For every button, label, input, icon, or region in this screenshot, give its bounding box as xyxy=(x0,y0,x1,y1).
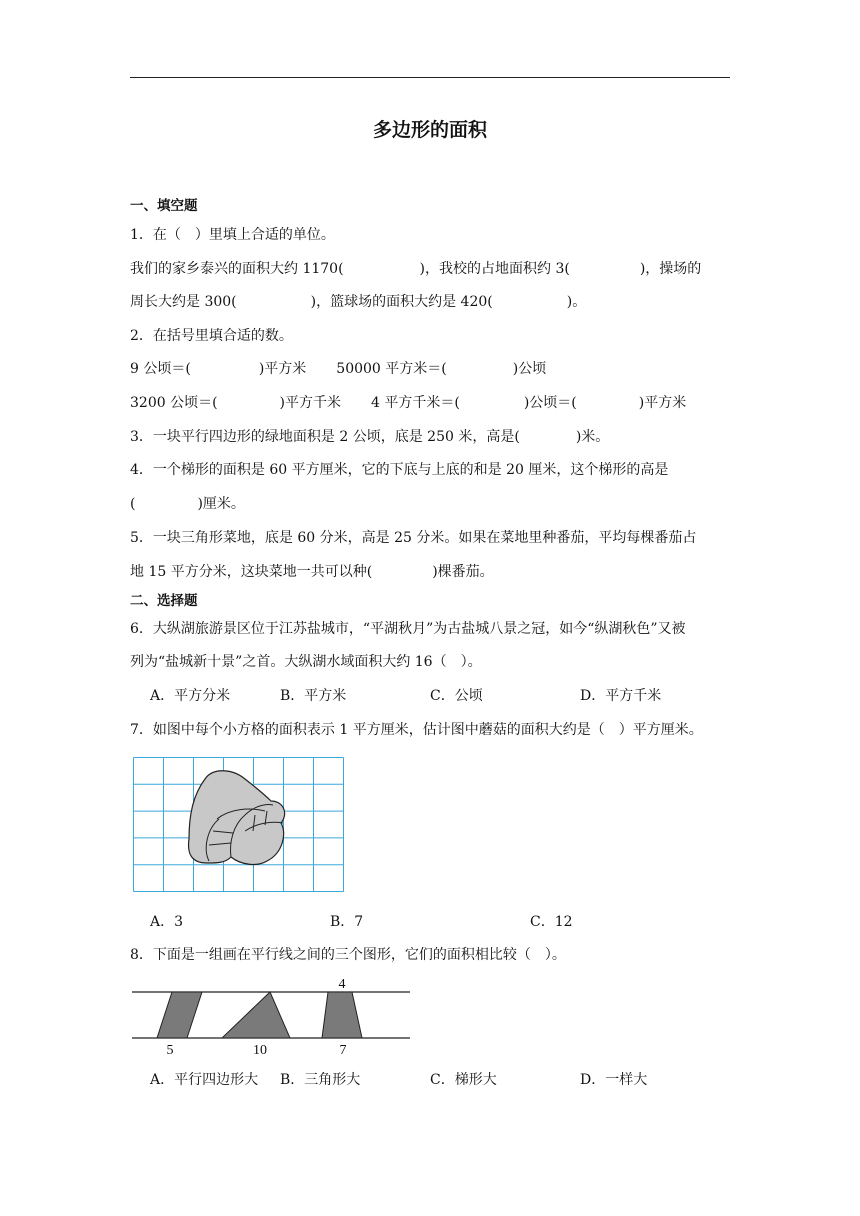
q6-option-d[interactable]: D．平方千米 xyxy=(580,688,662,704)
q1-line2: 周长大约是 300( )，篮球场的面积大约是 420( )。 xyxy=(130,294,587,310)
q2-line2: 3200 公顷＝( )平方千米 4 平方千米＝( )公顷＝( )平方米 xyxy=(130,395,687,411)
q6-line2: 列为“盐城新十景”之首。大纵湖水域面积大约 16（ ）。 xyxy=(130,654,482,670)
section-heading-choice: 二、选择题 xyxy=(130,593,198,609)
mushroom-grid-figure xyxy=(133,757,346,894)
q7-option-b[interactable]: B．7 xyxy=(330,914,364,930)
q1-line1: 我们的家乡泰兴的面积大约 1170( )，我校的占地面积约 3( )，操场的 xyxy=(130,261,702,277)
label-triangle-10: 10 xyxy=(253,1043,267,1058)
trapezoid xyxy=(322,992,362,1038)
q7-option-a[interactable]: A．3 xyxy=(150,914,184,930)
triangle xyxy=(222,992,290,1038)
q2-stem: 2．在括号里填合适的数。 xyxy=(130,328,293,344)
q4-line1: 4．一个梯形的面积是 60 平方厘米，它的下底与上底的和是 20 厘米，这个梯形的高是 xyxy=(130,462,669,478)
q5-line2: 地 15 平方分米，这块菜地一共可以种( )棵番茄。 xyxy=(130,564,494,580)
q1-stem: 1．在（ ）里填上合适的单位。 xyxy=(130,227,335,243)
parallelogram xyxy=(157,992,202,1038)
q6-option-b[interactable]: B．平方米 xyxy=(280,688,347,704)
parallel-lines-figure xyxy=(132,972,414,1062)
page-title: 多边形的面积 xyxy=(372,119,487,141)
q2-line1: 9 公顷＝( )平方米 50000 平方米＝( )公顷 xyxy=(130,361,547,377)
label-trapezoid-7: 7 xyxy=(339,1043,347,1058)
label-top-4: 4 xyxy=(338,977,346,992)
top-rule xyxy=(130,77,730,78)
q8-option-d[interactable]: D．一样大 xyxy=(580,1072,648,1088)
q4-line2: ( )厘米。 xyxy=(130,496,245,512)
q7-option-c[interactable]: C．12 xyxy=(530,914,573,930)
section-heading-fill: 一、填空题 xyxy=(130,198,198,214)
q6-option-c[interactable]: C．公顷 xyxy=(430,688,483,704)
q3: 3．一块平行四边形的绿地面积是 2 公顷，底是 250 米，高是( )米。 xyxy=(130,429,610,445)
label-parallelogram-5: 5 xyxy=(166,1043,174,1058)
q8-option-c[interactable]: C．梯形大 xyxy=(430,1072,497,1088)
q8-stem: 8．下面是一组画在平行线之间的三个图形，它们的面积相比较（ ）。 xyxy=(130,947,566,963)
q6-option-a[interactable]: A．平方分米 xyxy=(150,688,231,704)
q8-option-a[interactable]: A．平行四边形大 xyxy=(150,1072,259,1088)
q6-line1: 6．大纵湖旅游景区位于江苏盐城市，“平湖秋月”为古盐城八景之冠，如今“纵湖秋色”又被 xyxy=(130,621,686,637)
q7-stem: 7．如图中每个小方格的面积表示 1 平方厘米，估计图中蘑菇的面积大约是（ ）平方厘米。 xyxy=(130,722,703,738)
q8-option-b[interactable]: B．三角形大 xyxy=(280,1072,361,1088)
q5-line1: 5．一块三角形菜地，底是 60 分米，高是 25 分米。如果在菜地里种番茄，平均每棵番茄占 xyxy=(130,530,697,546)
